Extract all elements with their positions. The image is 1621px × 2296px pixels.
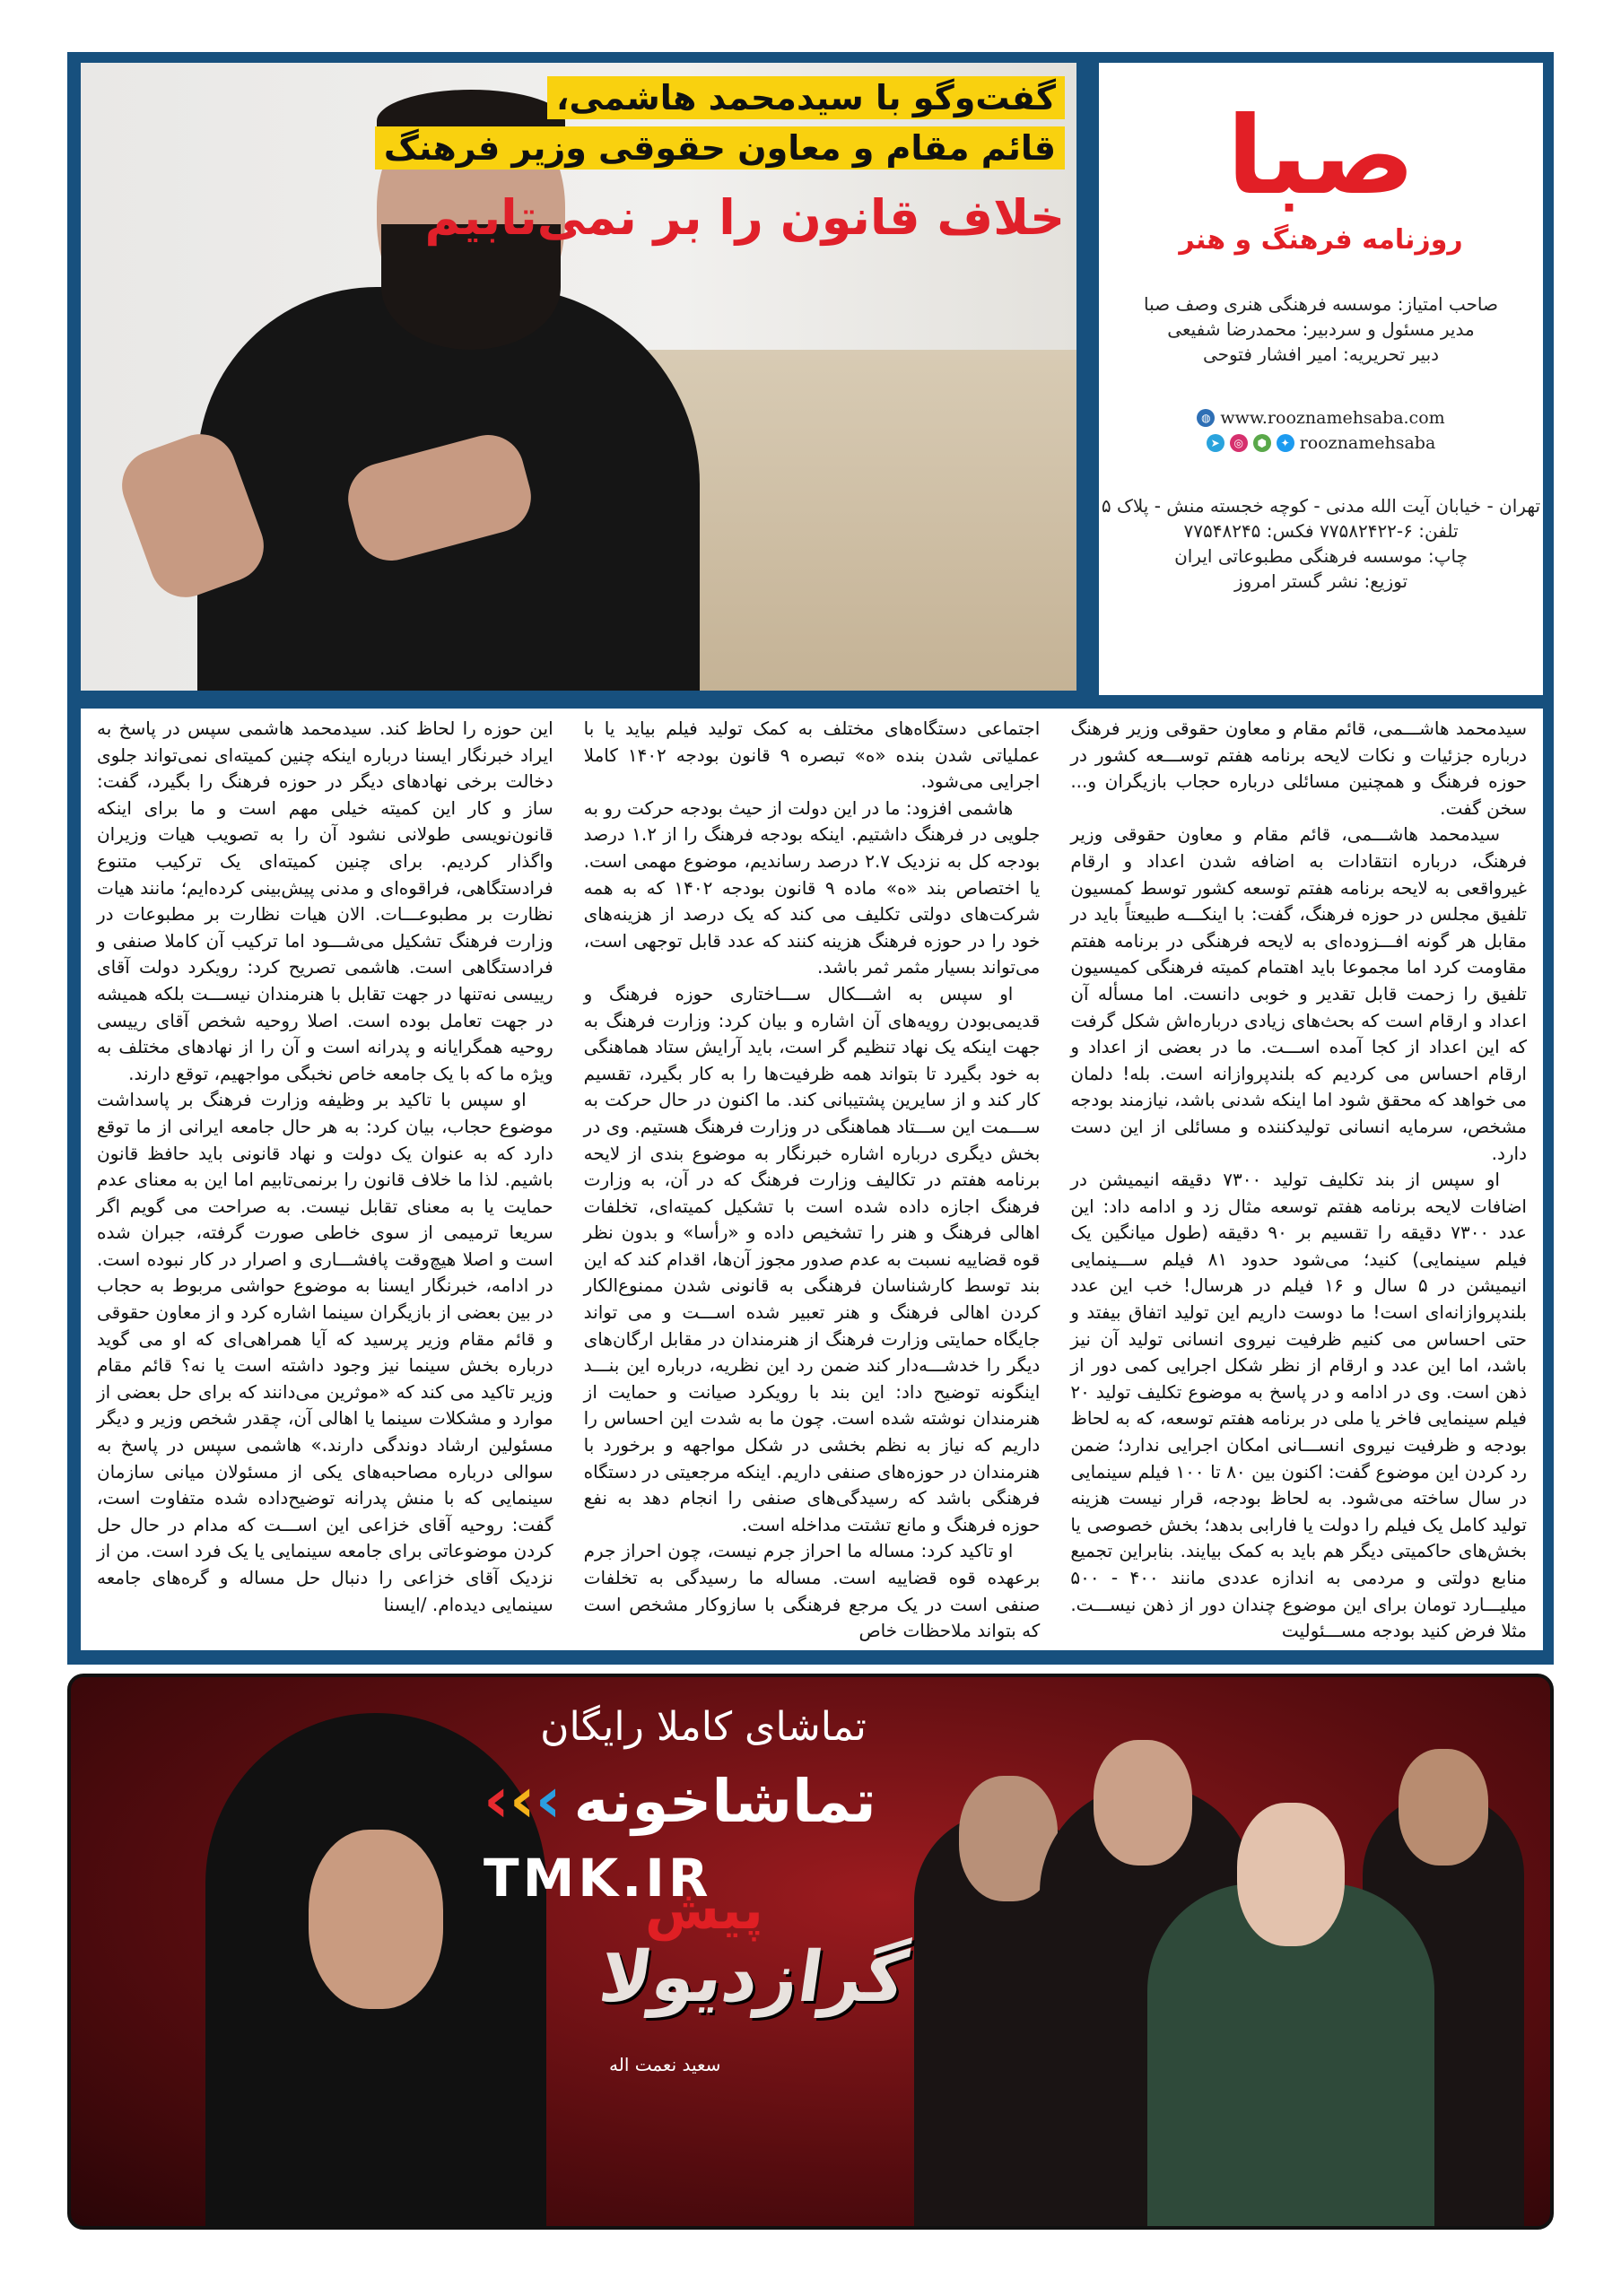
telegram-icon[interactable]: ➤	[1207, 434, 1224, 452]
social-row	[1099, 433, 1543, 453]
printing: چاپ: موسسه فرهنگی مطبوعاتی ایران	[1174, 545, 1468, 567]
paragraph: او تاکید کرد: مساله ما احراز جرم نیست، چون احراز جرم برعهده قوه قضاییه است. مساله ما رسیدگی به تخلفات صنفی است در یک مرجع فرهنگی با سازوکار مشخص است که بتواند ملاحظات خاص	[583, 1540, 1041, 1642]
masthead	[1099, 63, 1543, 695]
article-column-3	[97, 716, 553, 1643]
chevrons-icon: ›››	[484, 1763, 562, 1837]
series-director: سعید نعمت اله	[609, 2054, 721, 2075]
advert-banner[interactable]	[67, 1674, 1554, 2230]
paragraph: اجتماعی دستگاه‌های مختلف به کمک تولید فیلم بیاید یا با عملیاتی شدن بنده «ه» تبصره ۹ قانون بودجه ۱۴۰۲ کاملا اجرایی می‌شود.	[583, 718, 1041, 793]
logo-subtitle: روزنامه فرهنگ و هنر	[1179, 224, 1463, 256]
brand-name: تماشاخونه	[573, 1767, 876, 1836]
globe-icon: ◍	[1197, 409, 1215, 427]
phone-fax: تلفن: ۶-۷۷۵۸۲۴۲۲ فکس: ۷۷۵۴۸۲۴۵	[1183, 520, 1459, 542]
headline-title: خلاف قانون را بر نمی‌تابیم	[424, 189, 1065, 246]
actress-face	[309, 1830, 443, 2009]
license-holder: صاحب امتیاز: موسسه فرهنگی هنری وصف صبا	[1143, 293, 1499, 315]
distribution: توزیع: نشر گستر امروز	[1233, 570, 1408, 592]
series-title: گرازدیولا	[594, 1937, 913, 2018]
cast-face	[1094, 1740, 1192, 1866]
website-row	[1099, 408, 1543, 428]
aparat-icon[interactable]: ⬢	[1253, 434, 1271, 452]
cast-face	[1399, 1749, 1488, 1866]
tamashakhooneh-logo	[484, 1763, 876, 1837]
twitter-icon[interactable]: ✦	[1277, 434, 1294, 452]
paragraph: این حوزه را لحاظ کند. سیدمحمد هاشمی سپس در پاسخ به ایراد خبرنگار ایسنا درباره اینکه چنین کمیته‌ای نمی‌تواند جلوی دخالت برخی نهادهای دیگر در حوزه فرهنگ را بگیرد، گفت: ساز و کار این کمیته خیلی مهم است و ما برای اینکه قانون‌نویسی طولانی نشود آن را به تصویب هیات وزیران واگذار کردیم. برای چنین کمیته‌ای یک ترکیب متنوع فرادستگاهی، فراقوه‌ای و مدنی پیش‌بینی کرده‌ایم؛ مانند هیات نظارت بر مطبوعـــات. الان هیات نظارت بر مطبوعات در وزارت فرهنگ تشکیل می‌شـــود اما ترکیب آن کاملا صنفی و فرادستگاهی است. هاشمی تصریح کرد: رویکرد دولت آقای رییسی نه‌تنها در جهت تقابل با هنرمندان نیســـت بلکه همیشه در جهت تعامل بوده است. اصلا روحیه شخص آقای رییسی روحیه همگرایانه و پدرانه است و آن را از نهادهای مختلف به ویژه ما که با یک جامعه خاص نخبگی مواجهیم، توقع دارند.	[96, 718, 553, 1084]
paragraph: او سپس به اشـــکال ســـاختاری حوزه فرهنگ و قدیمی‌بودن رویه‌های آن اشاره و بیان کرد: وزارت فرهنگ به جهت اینکه یک نهاد تنظیم گر است، باید آرایش ستاد هماهنگی به خود بگیرد تا بتواند همه ظرفیت‌ها را به کار بگیرد، تقسیم کار کند و از سایرین پشتیبانی کند. ما اکنون در حال حرکت به ســـمت این ســـتاد هماهنگی در وزارت فرهنگ هستیم. وی در بخش دیگری درباره اشاره خبرنگار به موضوع بندی از لایحه برنامه هفتم در تکالیف وزارت فرهنگ که در آن، به وزارت فرهنگ اجازه داده شده است با تشکیل کمیته‌ای، تخلفات اهالی فرهنگ و هنر را تشخیص داده و «رأسا» و بدون نظر قوه قضاییه نسبت به عدم صدور مجوز آن‌ها، اقدام کند که این بند توسط کارشناسان فرهنگی به قانونی شدن ممنوع‌الکار کردن اهالی فرهنگ و هنر تعبیر شده اســـت و می تواند جایگاه حمایتی وزارت فرهنگ از هنرمندان در مقابل ارگان‌های دیگر را خدشـــه‌دار کند ضمن رد این نظریه، درباره این بنـــد اینگونه توضیح داد: این بند با رویکرد صیانت و حمایت از هنرمندان نوشته شده است. چون ما به شدت این احساس را داریم که نیاز به نظم بخشی در شکل مواجهه و برخورد با هنرمندان در حوزه‌های صنفی داریم. اینکه مرجعیتی در دستگاه فرهنگی باشد که رسیدگی‌های صنفی را انجام دهد به نفع حوزه فرهنگ و مانع تشتت مداخله است.	[583, 982, 1041, 1535]
paragraph: سیدمحمد هاشـــمی، قائم مقام و معاون حقوقی وزیر فرهنگ، درباره انتقادات به اضافه شدن اعداد و ارقام غیرواقعی به لایحه برنامه هفتم توسعه کشور توسط کمسیون تلفیق مجلس در حوزه فرهنگ، گفت: با اینکـــه طبیعتاً باید در مقابل هر گونه افـــزوده‌ای به لایحه فرهنگی در برنامه هفتم مقاومت کرد اما مجموعا باید اهتمام کمیته فرهنگی کمیسیون تلفیق را زحمت قابل تقدیر و خوبی دانست. اما مسأله آن اعداد و ارقام است که بحث‌های زیادی درباره‌اش شکل گرفت که این اعداد از کجا آمده اســـت. ما در بعضی از اعداد و ارقام احساس می کردیم که بلندپروازانه است. بله! دلمان می خواهد که محقق شود اما اینکه شدنی باشد، نیازمند بودجه مشخص، سرمایه انسانی تولیدکننده و مسائلی از این دست دارد.	[1070, 823, 1527, 1164]
address: تهران - خیابان آیت الله مدنی - کوچه خجسته منش - پلاک ۵	[1101, 495, 1541, 517]
managing-editor: مدیر مسئول و سردبیر: محمدرضا شفیعی	[1167, 318, 1475, 340]
logo-wordmark: صبا	[1226, 94, 1416, 219]
article-column-1	[1070, 716, 1527, 1643]
social-handle[interactable]: rooznamehsaba	[1299, 433, 1436, 453]
paragraph: او سپس از بند تکلیف تولید ۷۳۰۰ دقیقه انیمیشن در اضافات لایحه برنامه هفتم توسعه مثال زد و ادامه داد: این عدد ۷۳۰۰ دقیقه را تقسیم بر ۹۰ دقیقه (طول میانگین یک فیلم سینمایی) کنید؛ می‌شود حدود ۸۱ فیلم ســـینمایی انیمیشن در ۵ سال و ۱۶ فیلم در هرسال! خب این عدد بلندپروازانه‌ای است! ما دوست داریم این تولید اتفاق بیفتد و حتی احساس می کنیم ظرفیت نیروی انسانی تولید آن نیز باشد، اما این عدد و ارقام از نظر شکل اجرایی کمی دور از ذهن است. وی در ادامه و در پاسخ به موضوع تکلیف تولید ۲۰ فیلم سینمایی فاخر یا ملی در برنامه هفتم توسعه، که به لحاظ بودجه و ظرفیت نیروی انســـانی امکان اجرایی ندارد؛ ضمن رد کردن این موضوع گفت: اکنون بین ۸۰ تا ۱۰۰ فیلم سینمایی در سال ساخته می‌شود. به لحاظ بودجه، قرار نیست هزینه تولید کامل یک فیلم را دولت یا فارابی بدهد؛ بخش خصوصی یا بخش‌های حاکمیتی دیگر هم باید به کمک بیایند. بنابراین تجمیع منابع دولتی و مردمی به اندازه عددی مانند ۴۰۰ - ۵۰۰ میلیـــارد تومان برای این موضوع چندان دور از ذهن نیســـت. مثلا فرض کنید بودجه مســـئولیت	[1070, 1169, 1528, 1642]
editorial-secretary: دبیر تحریریه: امیر افشار فتوحی	[1202, 344, 1440, 365]
series-title-accent: پیش	[645, 1879, 763, 1942]
headline-block	[375, 76, 1065, 246]
paragraph: هاشمی افزود: ما در این دولت از حیث بودجه حرکت رو به جلویی در فرهنگ داشتیم. اینکه بودجه فرهنگ را از ۱.۲ درصد بودجه کل به نزدیک ۲.۷ درصد رساندیم، موضوع مهمی است. یا اختصاص بند «ه» ماده ۹ قانون بودجه ۱۴۰۲ که به همه شرکت‌های دولتی تکلیف می کند که یک درصد از هزینه‌های خود را در حوزه فرهنگ هزینه کنند که عدد قابل توجهی است، می‌تواند بسیار مثمر ثمر باشد.	[583, 796, 1041, 978]
headline-kicker-1: گفت‌وگو با سیدمحمد هاشمی،	[547, 76, 1065, 119]
paragraph: سیدمحمد هاشـــمی، قائم مقام و معاون حقوقی وزیر فرهنگ درباره جزئیات و نکات لایحه برنامه هفتم توســـعه کشور در حوزه فرهنگ و همچنین مسائلی درباره حجاب بازیگران و... سخن گفت.	[1070, 718, 1527, 819]
advert-tagline: تماشای کاملا رایگان	[540, 1704, 867, 1750]
instagram-icon[interactable]: ◎	[1230, 434, 1248, 452]
article-column-2	[584, 716, 1041, 1643]
advert-url[interactable]: TMK.IR	[484, 1848, 712, 1909]
headline-kicker-2: قائم مقام و معاون حقوقی وزیر فرهنگ	[375, 126, 1065, 170]
paragraph: او سپس با تاکید بر وظیفه وزارت فرهنگ بر پاسداشت موضوع حجاب، بیان کرد: به هر حال جامعه ایرانی از ما توقع دارد که به عنوان یک دولت و نهاد قانونی باید حافظ قانون باشیم. لذا ما خلاف قانون را برنمی‌تابیم اما این به معنای عدم حمایت یا به معنای تقابل نیست. به صراحت می گویم اگر سریعا ترمیمی از سوی خاطی صورت گرفته، جبران شده است و اصلا هیچ‌وقت پافشـــاری و اصرار در کار نبوده است. در ادامه، خبرنگار ایسنا به موضوع حواشی مربوط به حجاب در بین بعضی از بازیگران سینما اشاره کرد و از معاون حقوقی و قائم مقام وزیر پرسید که آیا همراهی‌ای که او می گوید درباره بخش سینما نیز وجود داشته است یا نه؟ قائم مقام وزیر تاکید می کند که «موثرین می‌دانند که برای حل بعضی از موارد و مشکلات سینما یا اهالی آن، چقدر شخص وزیر و دیگر مسئولین ارشاد دوندگی دارند.» هاشمی سپس در پاسخ به سوالی درباره مصاحبه‌های یکی از مسئولان میانی سازمان سینمایی که با منش پدرانه توضیح‌داده شده متفاوت است، گفت: روحیه آقای خزاعی این اســـت که مدام در حال حل کردن موضوعاتی برای جامعه سینمایی یا یک فرد است. من از نزدیک آقای خزاعی را دنبال حل مساله و گره‌های جامعه سینمایی دیده‌ام. /ایسنا	[96, 1089, 553, 1615]
cast-face	[1237, 1803, 1345, 1946]
article-body	[81, 709, 1543, 1650]
saba-logo	[1142, 90, 1501, 224]
website-link[interactable]: www.rooznamehsaba.com	[1220, 408, 1445, 428]
